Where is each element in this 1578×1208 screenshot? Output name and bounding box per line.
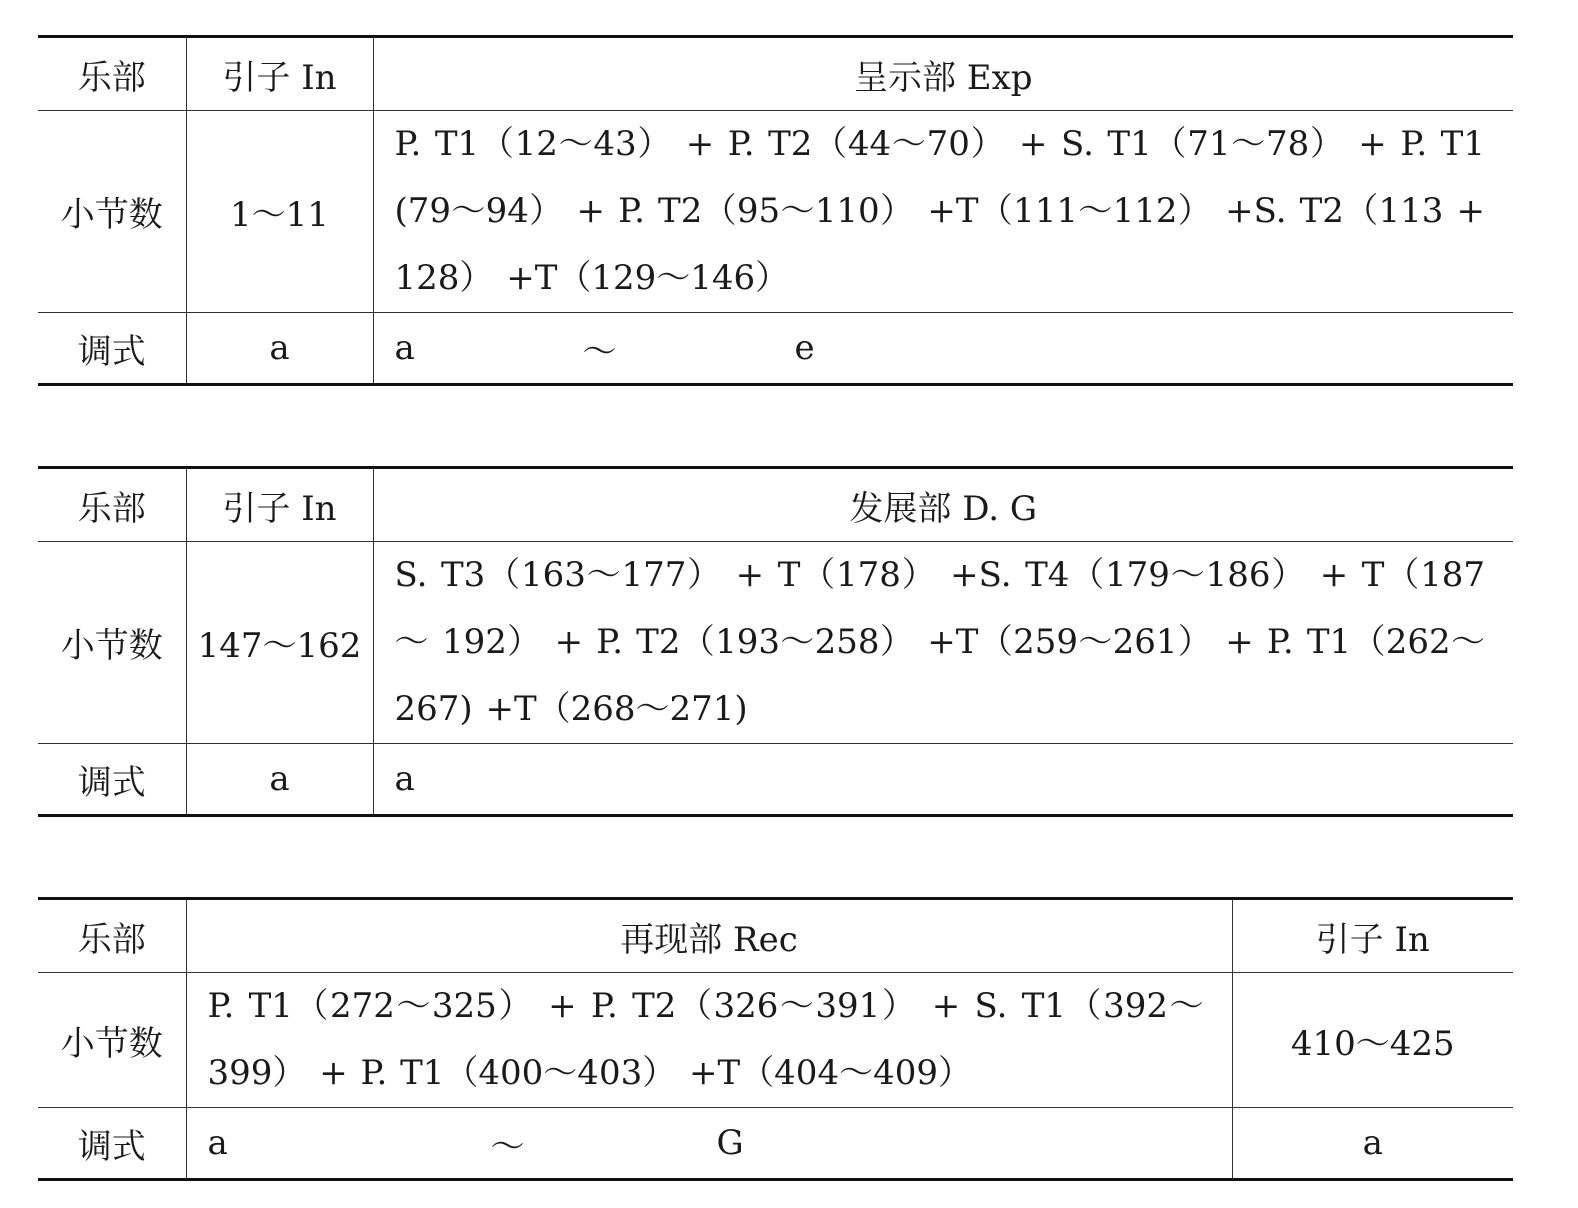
exposition-mode <box>373 313 1513 385</box>
mode-start: a <box>394 328 415 368</box>
measures-row <box>38 973 1513 1108</box>
development-mode: a <box>373 744 1513 816</box>
section-label: 乐部 <box>38 37 186 111</box>
mode-row <box>38 1108 1513 1180</box>
development-measures: S. T3（163～177） + T（178） +S. T4（179～186） + T（187～ 192） + P. T2（193～258） +T（259～261） + P. T1（262～267) +T（268～271) <box>373 542 1513 744</box>
exposition-table <box>38 35 1513 386</box>
mode-label: 调式 <box>38 313 186 385</box>
development-title: 发展部 D. G <box>373 468 1513 542</box>
recapitulation-table <box>38 897 1513 1181</box>
mode-separator: ～ <box>582 331 617 372</box>
coda-measures: 410～425 <box>1232 973 1513 1108</box>
measures-row <box>38 542 1513 744</box>
intro-title: 引子 In <box>186 468 373 542</box>
development-table <box>38 466 1513 817</box>
section-row <box>38 468 1513 542</box>
mode-label: 调式 <box>38 744 186 816</box>
section-row <box>38 899 1513 973</box>
intro-mode: a <box>186 313 373 385</box>
intro-title: 引子 In <box>186 37 373 111</box>
measures-row <box>38 111 1513 313</box>
measures-label: 小节数 <box>38 542 186 744</box>
intro-mode: a <box>186 744 373 816</box>
mode-end: G <box>716 1123 744 1163</box>
recapitulation-mode <box>186 1108 1232 1180</box>
mode-separator: ～ <box>490 1126 525 1167</box>
mode-row <box>38 313 1513 385</box>
section-label: 乐部 <box>38 899 186 973</box>
measures-label: 小节数 <box>38 973 186 1108</box>
coda-title: 引子 In <box>1232 899 1513 973</box>
exposition-title: 呈示部 Exp <box>373 37 1513 111</box>
recapitulation-title: 再现部 Rec <box>186 899 1232 973</box>
mode-end: e <box>794 328 815 368</box>
section-row <box>38 37 1513 111</box>
intro-measures: 1～11 <box>186 111 373 313</box>
recapitulation-measures: P. T1（272～325） + P. T2（326～391） + S. T1（392～399） + P. T1（400～403） +T（404～409） <box>186 973 1232 1108</box>
coda-mode: a <box>1232 1108 1513 1180</box>
mode-row <box>38 744 1513 816</box>
mode-start: a <box>207 1123 228 1163</box>
section-label: 乐部 <box>38 468 186 542</box>
measures-label: 小节数 <box>38 111 186 313</box>
mode-label: 调式 <box>38 1108 186 1180</box>
exposition-measures: P. T1（12～43） + P. T2（44～70） + S. T1（71～78） + P. T1 (79～94） + P. T2（95～110） +T（111～112） +S. T2（113 + 128） +T（129～146） <box>373 111 1513 313</box>
intro-measures: 147～162 <box>186 542 373 744</box>
